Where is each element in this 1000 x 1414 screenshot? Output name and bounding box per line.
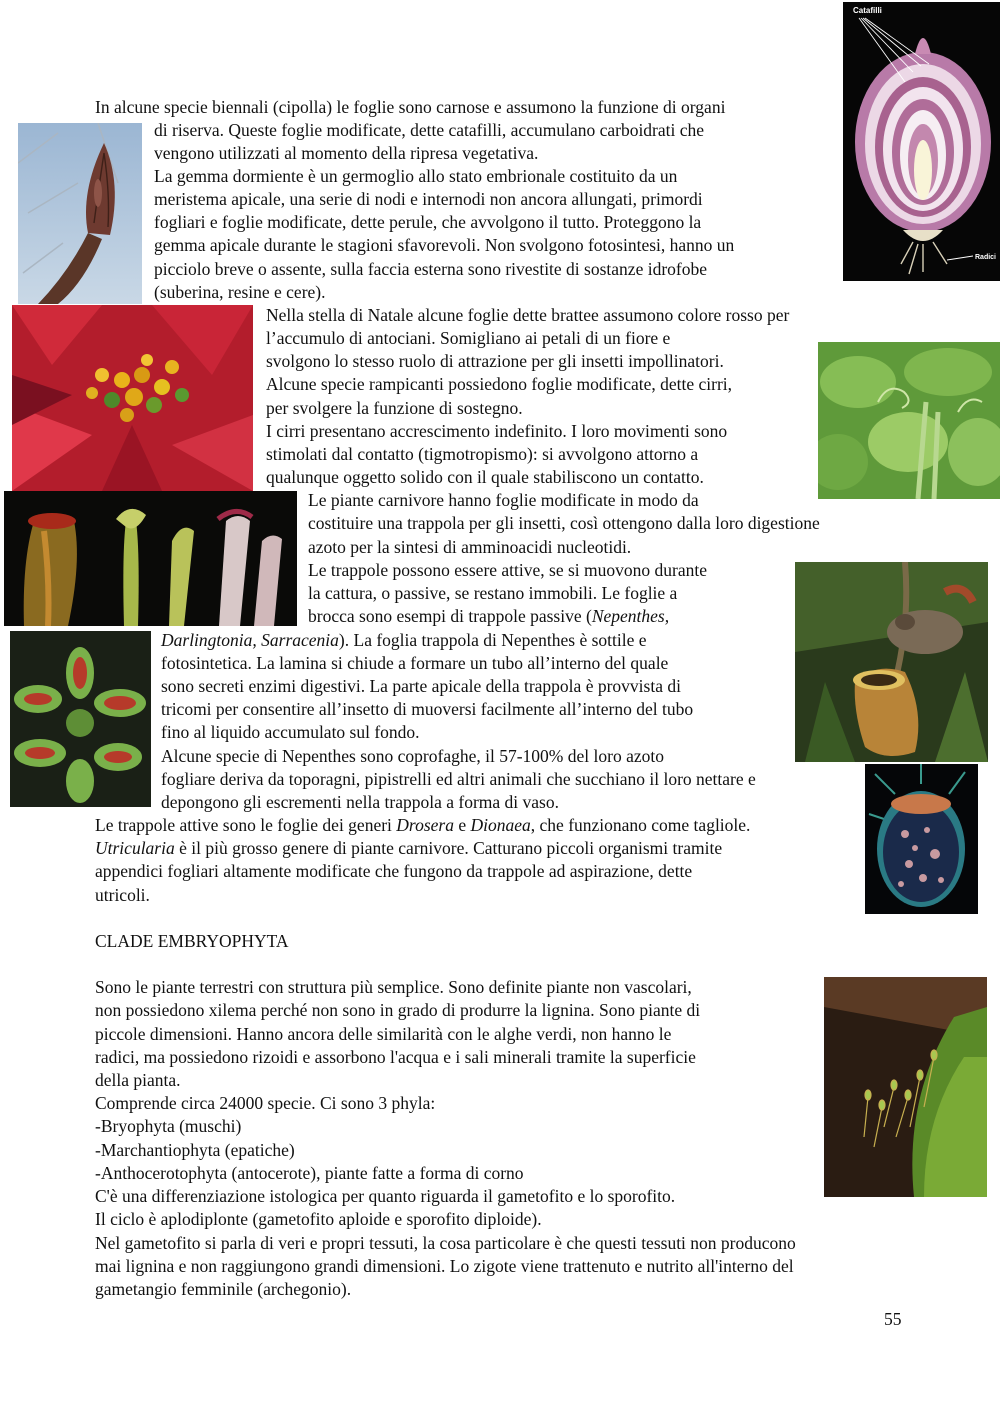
text-line: In alcune specie biennali (cipolla) le foglie sono carnose e assumono la funzione di organi [95,97,726,117]
text-line: (suberina, resine e cere). [154,282,326,302]
text-line: Nella stella di Natale alcune foglie dette brattee assumono colore rosso per [266,305,790,325]
onion-photo [843,2,1000,281]
nepenthes-shrew-photo [795,562,988,762]
text-line: fogliari e foglie modificate, dette perule, che avvolgono il tutto. Proteggono la [154,212,702,232]
text-line: utricoli. [95,885,150,905]
text-line: svolgono lo stesso ruolo di attrazione per gli insetti impollinatori. [266,351,724,371]
venus-flytrap-photo [10,631,151,807]
text-line: Il ciclo è aplodiplonte (gametofito aploide e sporofito diploide). [95,1209,542,1229]
text-line: di riserva. Queste foglie modificate, dette catafilli, accumulano carboidrati che [154,120,705,140]
utricularia-bladder-photo [865,764,978,914]
text-line: Utricularia è il più grosso genere di piante carnivore. Catturano piccoli organismi tramite [95,838,723,858]
text-line: stimolati dal contatto (tigmotropismo): si avvolgono attorno a [266,444,699,464]
list-item: -Anthocerotophyta (antocerote), piante fatte a forma di corno [95,1163,524,1183]
text-line: l’accumulo di antociani. Somigliano ai petali di un fiore e [266,328,671,348]
text-line: Nel gametofito si parla di veri e propri tessuti, la cosa particolare è che questi tessuti non producono [95,1233,796,1253]
text-line: Le trappole attive sono le foglie dei generi Drosera e Dionaea, che funzionano come tagliole. [95,815,751,835]
text-line: fotosintetica. La lamina si chiude a formare un tubo all’interno del quale [161,653,669,673]
text-line: vengono utilizzati al momento della ripresa vegetativa. [154,143,539,163]
text-line: Alcune specie rampicanti possiedono foglie modificate, dette cirri, [266,374,733,394]
list-item: -Bryophyta (muschi) [95,1116,242,1136]
text-line: fogliare deriva da toporagni, pipistrelli ed altri animali che succhiano il loro nettare e [161,769,756,789]
text-line: mai lignina e non raggiungono grandi dimensioni. Lo zigote viene trattenuto e nutrito all'interno del [95,1256,794,1276]
text-line: azoto per la sintesi di amminoacidi nucleotidi. [308,537,632,557]
text-line: brocca sono esempi di trappole passive (Nepenthes, [308,606,670,626]
text-line: gemma apicale durante le stagioni sfavorevoli. Non svolgono fotosintesi, hanno un [154,235,735,255]
text-line: La gemma dormiente è un germoglio allo stato embrionale costituito da un [154,166,678,186]
text-line: sono secreti enzimi digestivi. La parte apicale della trappola è provvista di [161,676,681,696]
text-line: gametangio femminile (archegonio). [95,1279,352,1299]
text-line: costituire una trappola per gli insetti, così ottengono dalla loro digestione [308,513,820,533]
text-line: per svolgere la funzione di sostegno. [266,398,523,418]
text-line: non possiedono xilema perché non sono in grado di produrre la lignina. Sono piante di [95,1000,701,1020]
text-line: Le piante carnivore hanno foglie modificate in modo da [308,490,699,510]
pea-tendrils-photo [818,342,1000,499]
text-line: Alcune specie di Nepenthes sono coprofaghe, il 57-100% del loro azoto [161,746,664,766]
text-line: tricomi per consentire all’insetto di muoversi facilmente all’interno del tubo [161,699,694,719]
text-line: Comprende circa 24000 specie. Ci sono 3 phyla: [95,1093,436,1113]
text-line: I cirri presentano accrescimento indefinito. I loro movimenti sono [266,421,728,441]
text-line: della pianta. [95,1070,181,1090]
page-number: 55 [884,1309,902,1329]
poinsettia-photo [12,305,253,491]
moss-photo [824,977,987,1197]
text-line: qualunque oggetto solido con il quale stabiliscono un contatto. [266,467,704,487]
pitcher-plants-photo [4,491,297,626]
text-line: fino al liquido accumulato sul fondo. [161,722,420,742]
text-line: radici, ma possiedono rizoidi e assorbono l'acqua e i sali minerali tramite la superficie [95,1047,696,1067]
text-line: meristema apicale, una serie di nodi e internodi non ancora allungati, primordi [154,189,703,209]
onion-label-radici: Radici [975,254,997,261]
dormant-bud-photo [18,123,142,304]
section-heading: CLADE EMBRYOPHYTA [95,931,289,951]
list-item: -Marchantiophyta (epatiche) [95,1140,295,1160]
text-line: Darlingtonia, Sarracenia). La foglia trappola di Nepenthes è sottile e [161,630,647,650]
text-line: Sono le piante terrestri con struttura più semplice. Sono definite piante non vascolari, [95,977,692,997]
text-line: C'è una differenziazione istologica per quanto riguarda il gametofito e lo sporofito. [95,1186,676,1206]
text-line: Le trappole possono essere attive, se si muovono durante [308,560,707,580]
text-line: appendici fogliari altamente modificate che fungono da trappole ad aspirazione, dette [95,861,693,881]
text-line: piccole dimensioni. Hanno ancora delle similarità con le alghe verdi, non hanno le [95,1024,672,1044]
text-line: depongono gli escrementi nella trappola a forma di vaso. [161,792,559,812]
text-line: la cattura, o passive, se restano immobili. Le foglie a [308,583,678,603]
text-line: picciolo breve o assente, sulla faccia esterna sono rivestite di sostanze idrofobe [154,259,707,279]
onion-label-catafilli: Catafilli [853,6,882,15]
